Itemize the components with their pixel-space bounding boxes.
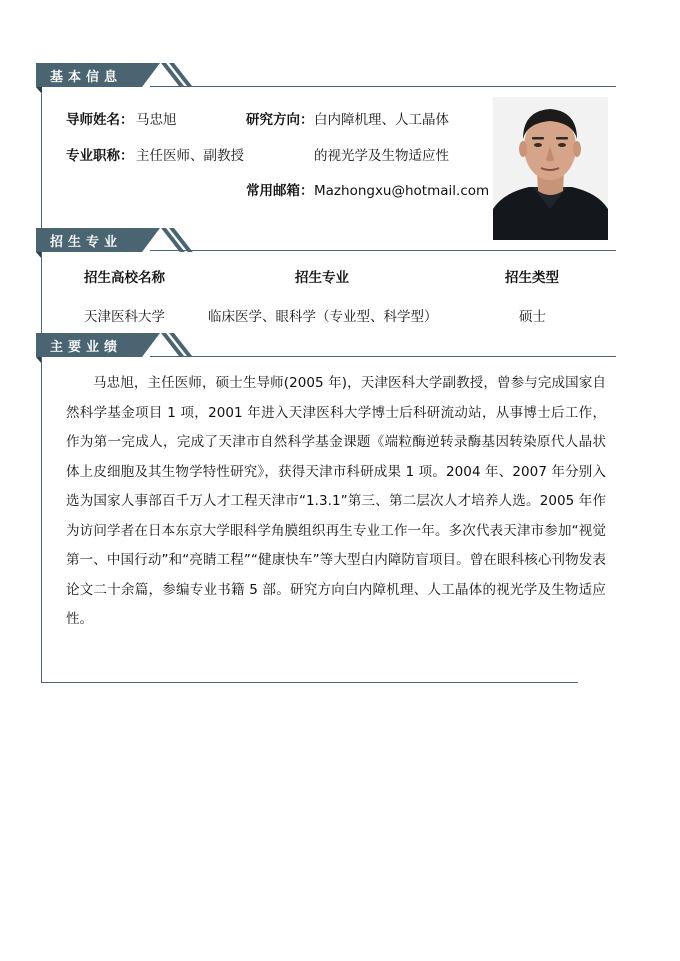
table-header-major: 招生专业 [295, 270, 349, 286]
advisor-photo [493, 97, 608, 240]
advisor-name-label: 导师姓名： [66, 112, 134, 128]
section-rule [150, 250, 616, 251]
table-cell-university: 天津医科大学 [84, 309, 165, 325]
header-fold [36, 87, 42, 94]
research-direction-value-line1: 白内障机理、人工晶体 [314, 112, 449, 128]
achievements-paragraph: 马忠旭，主任医师，硕士生导师(2005 年)，天津医科大学副教授，曾参与完成国家自然科学基金项目 1 项，2001 年进入天津医科大学博士后科研流动站，从事博士后工作，作为第一完成人，完成了天津市自然科学基金课题《端粒酶逆转录酶基因转染原代人晶状体上皮细胞及其生物学特性研究》，获得天津市科研成果 1 项。2004 年、2007 年分别入选为国家人事部百千万人才工程天津市“1.3.1”第三、第二层次人才培养人选。2005 年作为访问学者在日本东京大学眼科学角膜组织再生专业工作一年。多次代表天津市参加“视觉第一、中国行动”和“亮睛工程”“健康快车”等大型白内障防盲项目。曾在眼科核心刊物发表论文二十余篇，参编专业书籍 5 部。研究方向白内障机理、人工晶体的视光学及生物适应性。 [66, 375, 606, 627]
left-border-line [41, 94, 42, 683]
section-title-admission: 招生专业 [50, 235, 123, 250]
research-direction-label: 研究方向： [246, 112, 314, 128]
table-cell-degree-type: 硕士 [519, 309, 546, 325]
section-rule [150, 86, 616, 87]
bottom-rule [41, 682, 578, 683]
table-header-university: 招生高校名称 [84, 270, 165, 286]
email-label: 常用邮箱： [246, 183, 314, 199]
professional-title-value: 主任医师、副教授 [136, 148, 244, 164]
advisor-name-value: 马忠旭 [136, 112, 177, 128]
section-rule [150, 356, 616, 357]
professional-title-label: 专业职称： [66, 148, 134, 164]
email-value[interactable]: Mazhongxu@hotmail.com [314, 183, 490, 199]
section-title-basic-info: 基本信息 [50, 70, 123, 85]
table-header-degree-type: 招生类型 [505, 270, 559, 286]
research-direction-value-line2: 的视光学及生物适应性 [314, 148, 449, 164]
table-cell-major: 临床医学、眼科学（专业型、科学型） [208, 309, 438, 325]
section-title-achievements: 主要业绩 [50, 340, 123, 355]
